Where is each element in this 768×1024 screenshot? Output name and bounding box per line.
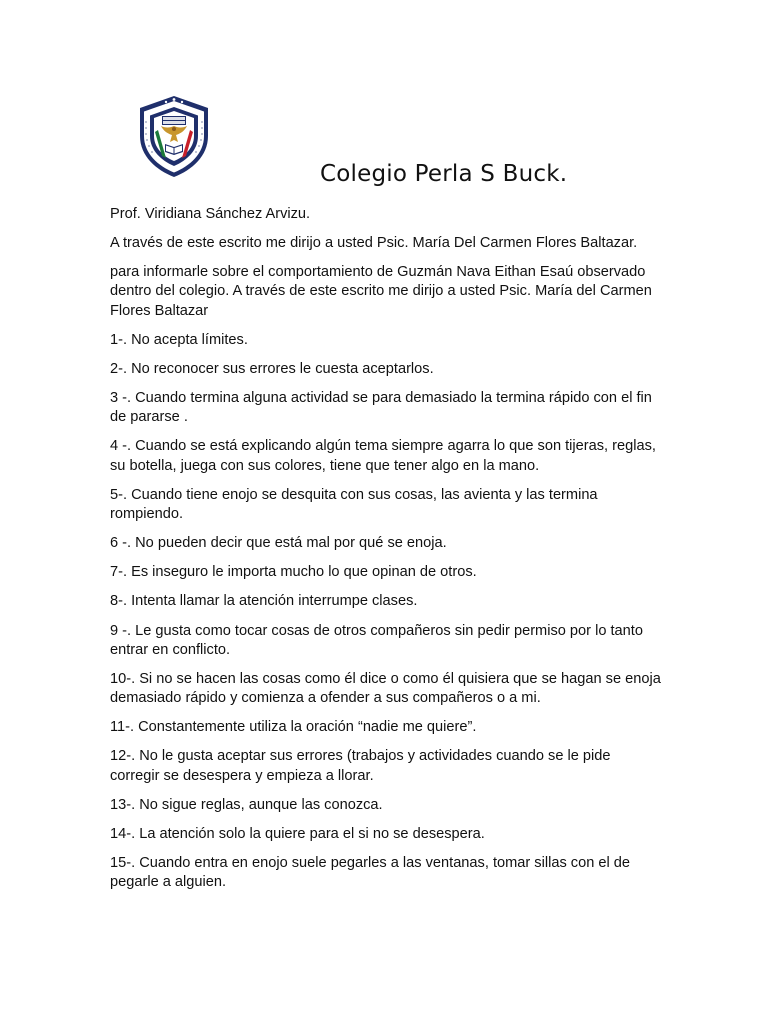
list-item: 7-. Es inseguro le importa mucho lo que opinan de otros. (110, 564, 477, 581)
list-item: 15-. Cuando entra en enojo suele pegarles a las ventanas, tomar sillas con el de pegarle a alguien. (110, 854, 631, 891)
list-item: 6 -. No pueden decir que está mal por qué se enoja. (110, 535, 447, 552)
document-title: Colegio Perla S Buck. (320, 161, 568, 187)
intro-paragraph: para informarle sobre el comportamiento de Guzmán Nava Eithan Esaú observado dentro del colegio. A través de este escrito me dirijo a usted Psic. María del Carmen Flores Baltazar (110, 264, 652, 319)
salutation-paragraph: A través de este escrito me dirijo a usted Psic. María Del Carmen Flores Baltazar. (110, 235, 638, 252)
list-item: 2-. No reconocer sus errores le cuesta aceptarlos. (110, 360, 434, 377)
list-item: 8-. Intenta llamar la atención interrumpe clases. (110, 593, 418, 610)
list-item: 3 -. Cuando termina alguna actividad se para demasiado la termina rápido con el fin de pararse . (110, 390, 652, 426)
list-item: 5-. Cuando tiene enojo se desquita con sus cosas, las avienta y las termina rompiendo. (110, 486, 598, 523)
list-item: 12-. No le gusta aceptar sus errores (trabajos y actividades cuando se le pide corregir se desespera y empieza a llorar. (110, 748, 611, 784)
list-item: 14-. La atención solo la quiere para el si no se desespera. (110, 825, 485, 842)
list-item: 9 -. Le gusta como tocar cosas de otros compañeros sin pedir permiso por lo tanto entrar en conflicto. (110, 622, 643, 658)
teacher-name: Prof. Viridiana Sánchez Arvizu. (110, 206, 311, 222)
document-body (110, 205, 662, 902)
list-item: 11-. Constantemente utiliza la oración “nadie me quiere”. (110, 719, 477, 736)
list-item: 13-. No sigue reglas, aunque las conozca. (110, 796, 383, 813)
list-item: 10-. Si no se hacen las cosas como él dice o como él quisiera que se hagan se enoja demasiado rápido y comienza a ofender a sus compañeros o a mi. (110, 670, 661, 707)
list-item: 1-. No acepta límites. (110, 331, 248, 348)
list-item: 4 -. Cuando se está explicando algún tema siempre agarra lo que son tijeras, reglas, su botella, juega con sus colores, tiene que tener algo en la mano. (110, 438, 656, 474)
school-crest-eagle-icon (132, 92, 216, 180)
